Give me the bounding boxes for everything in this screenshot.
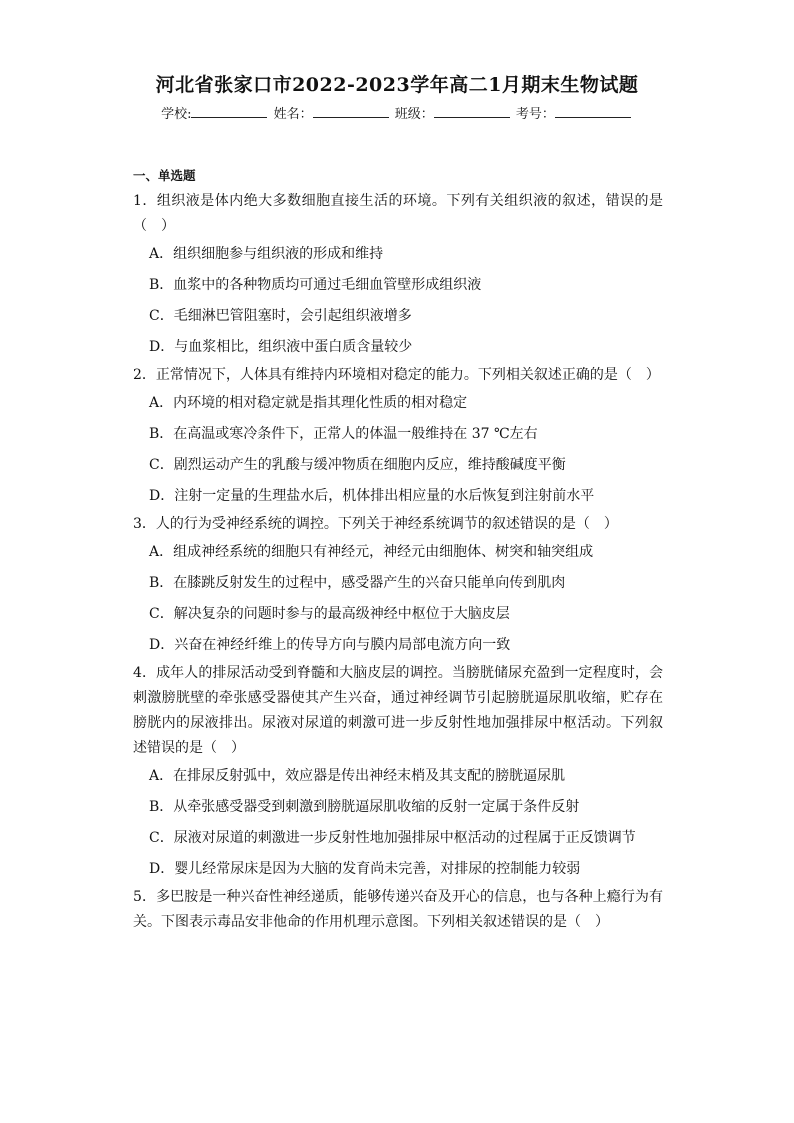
question-2: [133, 363, 663, 512]
question-stem: 3．人的行为受神经系统的调控。下列关于神经系统调节的叙述错误的是（ ）: [133, 516, 618, 532]
exam-number-blank[interactable]: [555, 105, 631, 118]
class-blank[interactable]: [434, 105, 510, 118]
question-4: [133, 661, 663, 885]
option-d: D．注射一定量的生理盐水后，机体排出相应量的水后恢复到注射前水平: [149, 488, 595, 504]
section-heading: 一、单选题: [133, 168, 196, 183]
option-a: A．组成神经系统的细胞只有神经元，神经元由细胞体、树突和轴突组成: [149, 544, 594, 560]
option-c: C．尿液对尿道的刺激进一步反射性地加强排尿中枢活动的过程属于正反馈调节: [149, 830, 636, 846]
option-c: C．解决复杂的问题时参与的最高级神经中枢位于大脑皮层: [149, 606, 510, 622]
option-d: D．与血浆相比，组织液中蛋白质含量较少: [149, 339, 413, 355]
option-c: C．毛细淋巴管阻塞时，会引起组织液增多: [149, 308, 412, 324]
option-a: A．组织细胞参与组织液的形成和维持: [149, 246, 384, 262]
name-blank[interactable]: [313, 105, 389, 118]
page-title: 河北省张家口市2022-2023学年高二1月期末生物试题: [155, 74, 639, 96]
school-blank[interactable]: [191, 105, 267, 118]
student-info-line: [0, 103, 794, 122]
question-1: [133, 189, 663, 363]
school-label: 学校:: [161, 107, 192, 122]
option-a: A．在排尿反射弧中，效应器是传出神经末梢及其支配的膀胱逼尿肌: [149, 768, 566, 784]
exam-number-label: 考号：: [515, 107, 555, 122]
option-b: B．在高温或寒冷条件下，正常人的体温一般维持在 37 ℃左右: [149, 426, 538, 442]
question-3: [133, 512, 663, 661]
question-list: [133, 189, 663, 935]
question-5: [133, 885, 663, 935]
option-a: A．内环境的相对稳定就是指其理化性质的相对稳定: [149, 395, 468, 411]
option-d: D．兴奋在神经纤维上的传导方向与膜内局部电流方向一致: [149, 637, 511, 653]
option-c: C．剧烈运动产生的乳酸与缓冲物质在细胞内反应，维持酸碱度平衡: [149, 457, 566, 473]
name-label: 姓名：: [273, 107, 313, 122]
option-b: B．从牵张感受器受到刺激到膀胱逼尿肌收缩的反射一定属于条件反射: [149, 799, 580, 815]
question-stem: 1．组织液是体内绝大多数细胞直接生活的环境。下列有关组织液的叙述，错误的是（ ）: [133, 193, 663, 234]
option-b: B．在膝跳反射发生的过程中，感受器产生的兴奋只能单向传到肌肉: [149, 575, 566, 591]
option-d: D．婴儿经常尿床是因为大脑的发育尚未完善，对排尿的控制能力较弱: [149, 861, 581, 877]
question-stem: 4．成年人的排尿活动受到脊髓和大脑皮层的调控。当膀胱储尿充盈到一定程度时，会刺激膀胱壁的牵张感受器使其产生兴奋，通过神经调节引起膀胱逼尿肌收缩，贮存在膀胱内的尿液排出。尿液对尿道的刺激可进一步反射性地加强排尿中枢活动。下列叙述错误的是（ ）: [133, 665, 663, 756]
class-label: 班级：: [394, 107, 434, 122]
question-stem: 2．正常情况下，人体具有维持内环境相对稳定的能力。下列相关叙述正确的是（ ）: [133, 367, 660, 383]
option-b: B．血浆中的各种物质均可通过毛细血管壁形成组织液: [149, 277, 482, 293]
question-stem: 5．多巴胺是一种兴奋性神经递质，能够传递兴奋及开心的信息，也与各种上瘾行为有关。下图表示毒品安非他命的作用机理示意图。下列相关叙述错误的是（ ）: [133, 889, 663, 930]
